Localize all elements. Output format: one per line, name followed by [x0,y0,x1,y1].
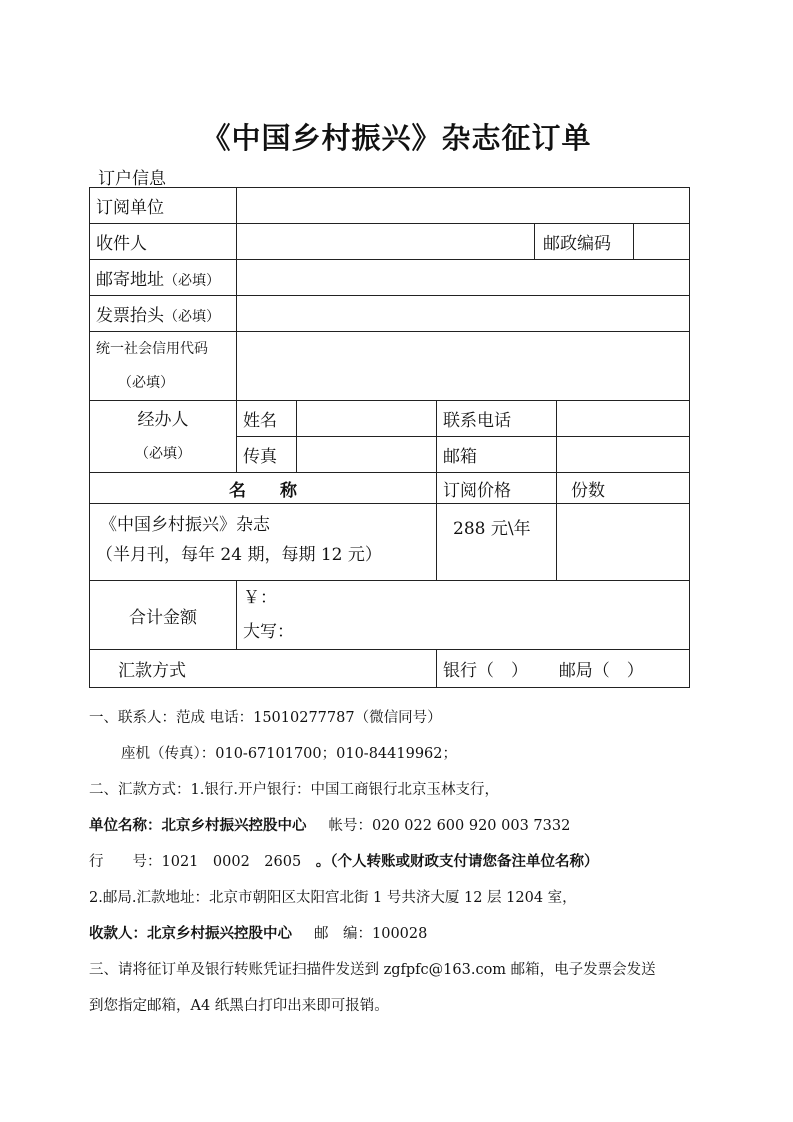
phone-field[interactable] [557,401,690,437]
credit-code-field[interactable] [237,332,690,401]
postal-code-field[interactable] [633,224,689,259]
column-copies-header: 份数 [557,473,690,504]
name-label: 姓名 [237,401,297,437]
bank-option[interactable]: 银行（ ） [443,661,528,681]
bank-number-line: 行 号：1021 0002 2605 。（个人转账或财政支付请您备注单位名称） [89,853,599,870]
payee-line: 收款人：北京乡村振兴控股中心 邮 编：100028 [89,925,428,942]
fax-field[interactable] [297,437,437,473]
column-price-header: 订阅价格 [437,473,557,504]
postal-code-cell [535,224,690,260]
fax-label: 传真 [237,437,297,473]
total-label: 合计金额 [90,581,237,650]
name-field[interactable] [297,401,437,437]
email-label: 邮箱 [437,437,557,473]
invoice-instruction-line: 到您指定邮箱，A4 纸黑白打印出来即可报销。 [89,998,389,1014]
contact-line: 一、联系人：范成 电话：15010277787（微信同号） [89,710,442,726]
post-option[interactable]: 邮局（ ） [558,661,644,681]
invoice-title-field[interactable] [237,296,690,332]
handler-label: 经办人 （必填） [90,401,237,473]
payment-options [437,650,690,688]
address-label: 邮寄地址（必填） [90,260,237,296]
remittance-line: 二、汇款方式：1.银行.开户银行：中国工商银行北京玉林支行， [89,782,499,798]
payment-method-label: 汇款方式 [90,650,437,688]
copies-field[interactable] [557,504,690,581]
subscriber-unit-label: 订阅单位 [90,188,237,224]
price-cell: 288 元\年 [437,504,557,581]
page-title: 《中国乡村振兴》杂志征订单 [201,121,592,155]
subscription-form [89,187,690,688]
email-field[interactable] [557,437,690,473]
magazine-cell: 《中国乡村振兴》杂志 （半月刊，每年 24 期，每期 12 元） [90,504,437,581]
recipient-field[interactable] [237,224,535,260]
notes [89,706,709,1030]
subscriber-unit-field[interactable] [237,188,690,224]
landline-line: 座机（传真）：010-67101700；010-84419962； [121,746,458,762]
total-cell[interactable]: ￥： 大写： [237,581,690,650]
email-instruction-line: 三、请将征订单及银行转账凭证扫描件发送到 zgfpfc@163.com 邮箱，电子发票会发送 [89,962,656,978]
address-field[interactable] [237,260,690,296]
post-address-line: 2.邮局.汇款地址：北京市朝阳区太阳宫北街 1 号共济大厦 12 层 1204 室， [89,890,577,906]
account-line: 单位名称：北京乡村振兴控股中心 帐号：020 022 600 920 003 7332 [89,817,571,834]
credit-code-label: 统一社会信用代码 （必填） [90,332,237,401]
recipient-label: 收件人 [90,224,237,260]
invoice-title-label: 发票抬头（必填） [90,296,237,332]
column-name-header: 名 称 [90,473,437,504]
phone-label: 联系电话 [437,401,557,437]
postal-code-label: 邮政编码 [543,234,611,254]
section-label: 订户信息 [98,169,166,189]
